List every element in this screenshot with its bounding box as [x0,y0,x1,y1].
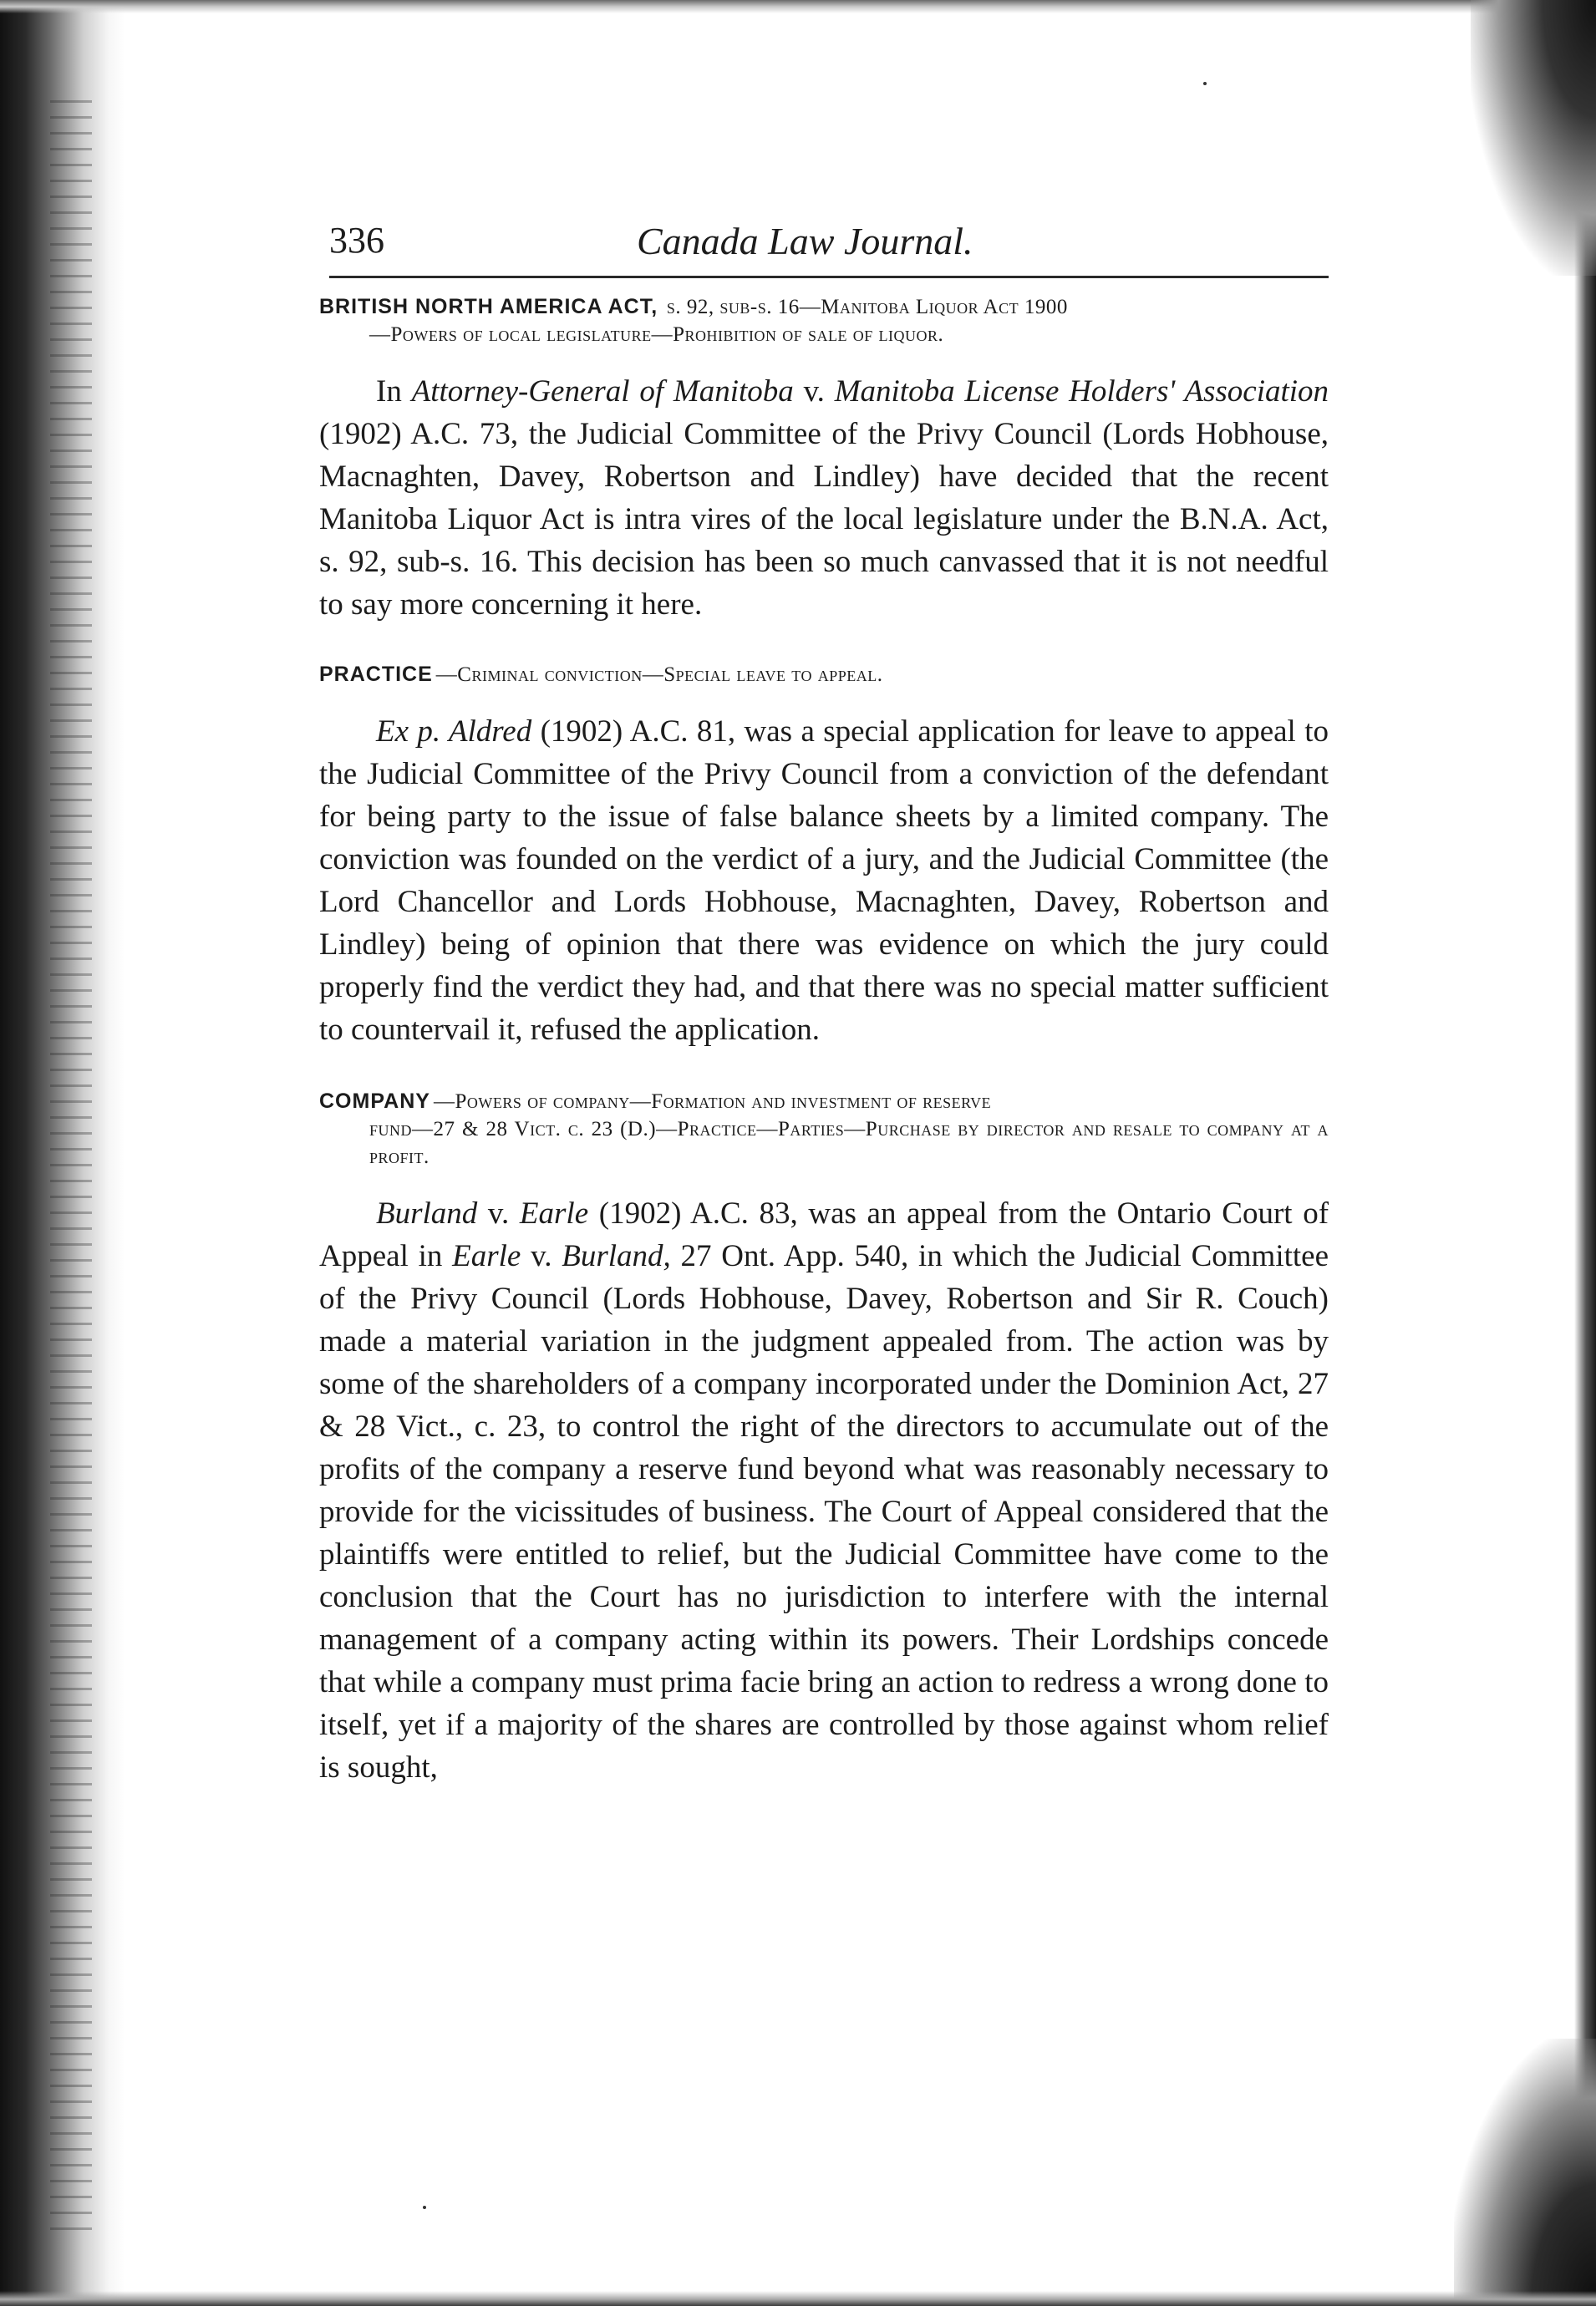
paragraph-bna-act [319,370,1329,626]
journal-title: Canada Law Journal. [637,220,973,262]
section-heading-company [319,1088,1329,1171]
paragraph-body-1: (1902) A.C. 83, was an appeal from the Ontario Court of Appeal in [319,1196,1329,1273]
case-name-d: Burland, [562,1239,671,1273]
heading-subject: —Powers of company—Formation and investment of reserve [433,1090,992,1113]
paragraph-practice [319,710,1329,1051]
case-name-plaintiff: Attorney-General of Manitoba [411,374,794,409]
heading-keyword: COMPANY [319,1090,430,1113]
case-versus-2: v. [531,1239,552,1273]
case-name: Ex p. Aldred [376,714,532,749]
heading-subject-continued: fund—27 & 28 Vict. c. 23 (D.)—Practice—Parties—Purchase by director and resale to company at a profit. [369,1118,1329,1168]
scan-specks [50,100,92,2239]
scan-speck [1203,82,1207,85]
paragraph-body-2: 27 Ont. App. 540, in which the Judicial Committee of the Privy Council (Lords Hobhouse, Davey, Robertson and Sir R. Couch) made a material variation in the judgment appealed from. The action was by some of the shareholders of a company incorporated under the Dominion Act, 27 & 28 Vict., c. 23, to control the right of the directors to accumulate out of the profits of the company a reserve fund beyond what was reasonably necessary to provide for the vicissitudes of business. The Court of Appeal considered that the plaintiffs were entitled to relief, but the Judicial Committee have come to the conclusion that the Court has no jurisdiction to interfere with the internal management of a company acting within its powers. Their Lordships concede that while a company must prima facie bring an action to redress a wrong done to itself, yet if a majority of the shares are controlled by those against whom relief is sought, [319,1239,1329,1785]
journal-page [319,219,1329,1789]
section-heading-bna-act [319,293,1329,348]
heading-keyword: PRACTICE [319,663,433,686]
running-head [319,219,1329,271]
scan-edge-top [0,0,1596,13]
case-versus: v. [803,374,825,409]
scan-edge-bottom [0,2291,1596,2306]
case-name-b: Earle [519,1196,589,1231]
heading-subject: —Criminal conviction—Special leave to appeal. [435,663,883,686]
header-rule [329,276,1329,278]
scan-edge-right [1574,0,1596,2306]
paragraph-company [319,1192,1329,1789]
case-versus: v. [487,1196,510,1231]
paragraph-body: (1902) A.C. 81, was a special application for leave to appeal to the Judicial Committee of the Privy Council from a conviction of the defendant for being party to the issue of false balance sheets by a limited company. The conviction was founded on the verdict of a jury, and the Judicial Committee (the Lord Chancellor and Lords Hobhouse, Macnaghten, Davey, Robertson and Lindley) being of opinion that there was evidence on which the jury could properly find the verdict they had, and that there was no special matter sufficient to countervail it, refused the application. [319,714,1329,1047]
heading-subject: s. 92, sub-s. 16—Manitoba Liquor Act 1900 [666,296,1068,318]
case-name-c: Earle [452,1239,521,1273]
paragraph-prefix: In [376,374,402,409]
heading-keyword: BRITISH NORTH AMERICA ACT, [319,295,658,318]
paragraph-body: (1902) A.C. 73, the Judicial Committee of the Privy Council (Lords Hobhouse, Macnaghten, Davey, Robertson and Lindley) have decided that the recent Manitoba Liquor Act is intra vires of the local legislature under the B.N.A. Act, s. 92, sub-s. 16. This decision has been so much canvassed that it is not needful to say more concerning it here. [319,417,1329,622]
heading-subject-continued: —Powers of local legislature—Prohibition of sale of liquor. [369,323,944,346]
scan-corner-top-right [1471,0,1596,276]
scan-speck [423,2206,426,2209]
section-heading-practice [319,661,1329,688]
case-name-defendant: Manitoba License Holders' Association [834,374,1329,409]
case-name-a: Burland [376,1196,478,1231]
page-number: 336 [329,220,384,261]
scan-corner-bottom-right [1454,2039,1596,2306]
